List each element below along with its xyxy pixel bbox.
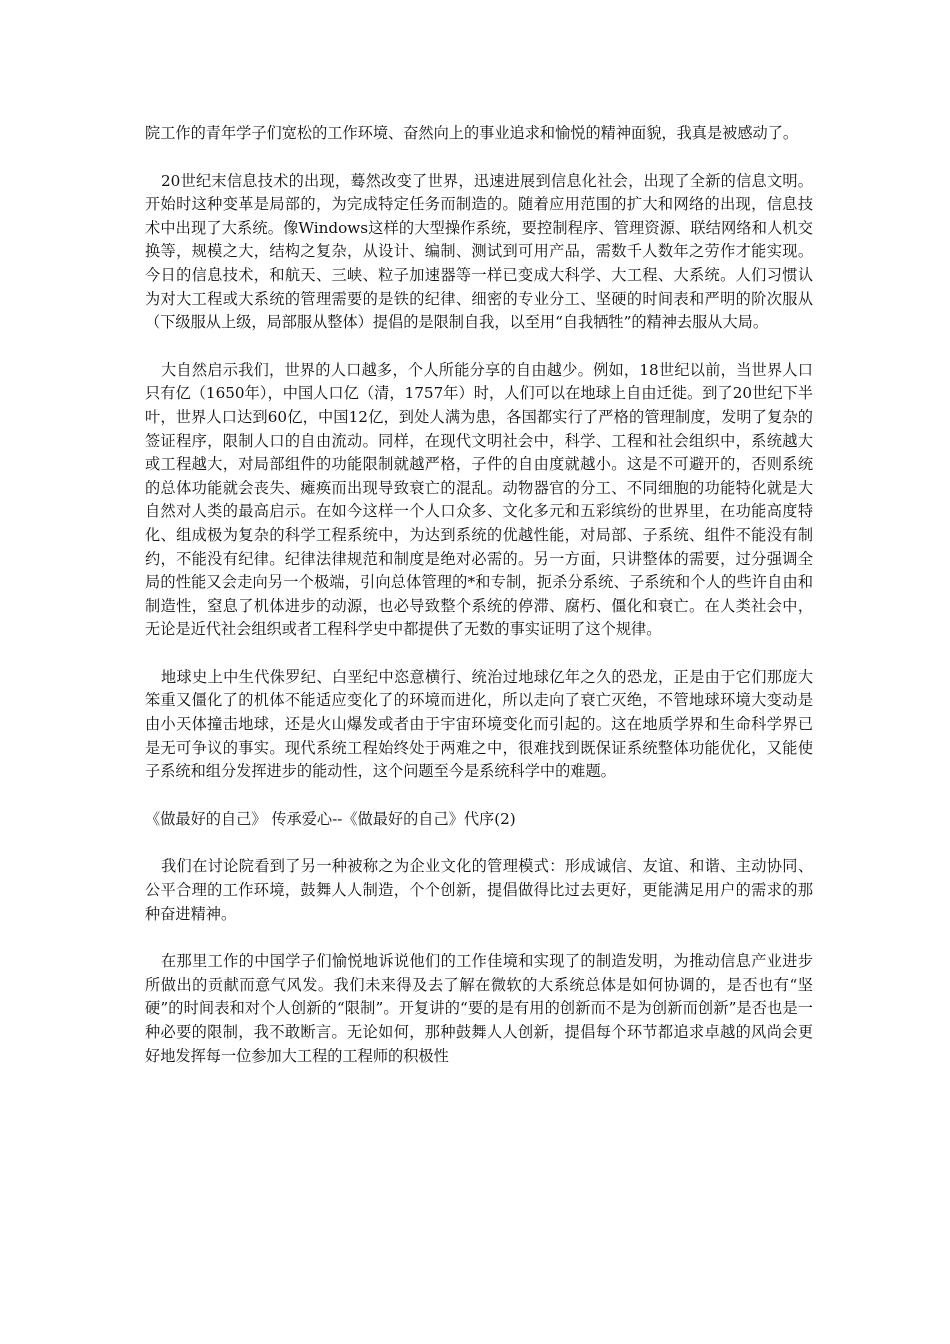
paragraph-3: 大自然启示我们，世界的人口越多，个人所能分享的自由越少。例如，18世纪以前，当世界人口只有亿（1650年），中国人口亿（清，1757年）时，人们可以在地球上自由迁徙。到了20世纪下半叶，世界人口达到60亿，中国12亿，到处人满为患，各国都实行了严格的管理制度，发明了复杂的签证程序，限制人口的自由流动。同样，在现代文明社会中，科学、工程和社会组织中，系统越大或工程越大，对局部组件的功能限制就越严格，子件的自由度就越小。这是不可避开的，否则系统的总体功能就会丧失、瘫痪而出现导致衰亡的混乱。动物器官的分工、不同细胞的功能特化就是大自然对人类的最高启示。在如今这样一个人口众多、文化多元和五彩缤纷的世界里，在功能高度特化、组成极为复杂的科学工程系统中，为达到系统的优越性能，对局部、子系统、组件不能没有制约，不能没有纪律。纪律法律规范和制度是绝对必需的。另一方面，只讲整体的需要，过分强调全局的性能又会走向另一个极端，引向总体管理的*和专制，扼杀分系统、子系统和个人的些许自由和制造性，窒息了机体进步的动源，也必导致整个系统的停滞、腐朽、僵化和衰亡。在人类社会中，无论是近代社会组织或者工程科学史中都提供了无数的事实证明了这个规律。 xyxy=(145,360,813,639)
paragraph-6: 在那里工作的中国学子们愉悦地诉说他们的工作佳境和实现了的制造发明，为推动信息产业进步所做出的贡献而意气风发。我们未来得及去了解在微软的大系统总体是如何协调的，是否也有“坚硬”的时间表和对个人创新的“限制”。开复讲的“要的是有用的创新而不是为创新而创新”是否也是一种必要的限制，我不敢断言。无论如何，那种鼓舞人人创新，提倡每个环节都追求卓越的风尚会更好地发挥每一位参加大工程的工程师的积极性 xyxy=(145,952,813,1065)
section-heading: 《做最好的自己》 传承爱心--《做最好的自己》代序(2) xyxy=(145,809,516,828)
paragraph-2: 20世纪末信息技术的出现，蓦然改变了世界，迅速进展到信息化社会，出现了全新的信息文明。开始时这种变革是局部的，为完成特定任务而制造的。随着应用范围的扩大和网络的出现，信息技术中出现了大系统。像Windows这样的大型操作系统，要控制程序、管理资源、联结网络和人机交换等，规模之大，结构之复杂，从设计、编制、测试到可用产品，需数千人数年之劳作才能实现。今日的信息技术，和航天、三峡、粒子加速器等一样已变成大科学、大工程、大系统。人们习惯认为对大工程或大系统的管理需要的是铁的纪律、细密的专业分工、坚硬的时间表和严明的阶次服从（下级服从上级，局部服从整体）提倡的是限制自我，以至用“自我牺牲”的精神去服从大局。 xyxy=(145,171,813,332)
paragraph-5: 我们在讨论院看到了另一种被称之为企业文化的管理模式：形成诚信、友谊、和谐、主动协同、公平合理的工作环境，鼓舞人人制造，个个创新，提倡做得比过去更好，更能满足用户的需求的那种奋进精神。 xyxy=(145,857,813,923)
paragraph-4: 地球史上中生代侏罗纪、白垩纪中恣意横行、统治过地球亿年之久的恐龙，正是由于它们那庞大笨重又僵化了的机体不能适应变化了的环境而进化，所以走向了衰亡灭绝，不管地球环境大变动是由小天体撞击地球，还是火山爆发或者由于宇宙环境变化而引起的。这在地质学界和生命科学界已是无可争议的事实。现代系统工程始终处于两难之中，很难找到既保证系统整体功能优化，又能使子系统和组分发挥进步的能动性，这个问题至今是系统科学中的难题。 xyxy=(145,667,813,781)
paragraph-1: 院工作的青年学子们宽松的工作环境、奋然向上的事业追求和愉悦的精神面貌，我真是被感动了。 xyxy=(145,124,799,142)
document-page xyxy=(145,122,813,1092)
